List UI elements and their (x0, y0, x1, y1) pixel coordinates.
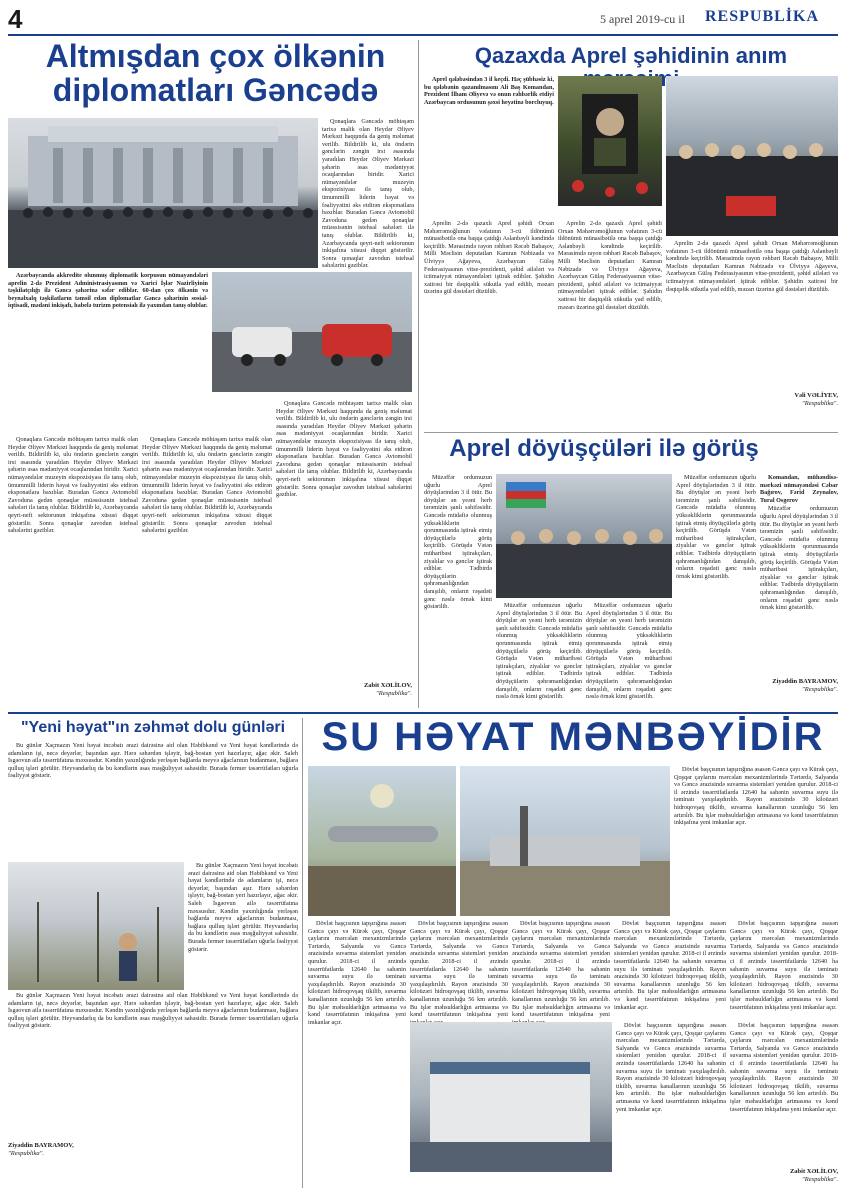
article5-source: "Respublika". (802, 1176, 838, 1183)
article3-signature (676, 678, 838, 694)
article5-col4-text: Dövlət başçısının tapşırığına əsasən Gəncə çayı və Kürək çayı, Qoşqar çaylarını mərcəlan mexanizmlərində Tərtərdə, Salyanda və Gəncə ərazisində suvarma sistemləri yenidən qurulur. 2018-ci il ərzində təsərrüfatlarda 12640 ha sahənin suvarma suyu ilə təminatı yaxşılaşdırılıb. Rayon ərazisində 30 kiloüzəri hidroqovşaq tikilib, suvarma kanallarının uzunluğu 56 km artırılıb. Bu işlər məhsuldarlığın artmasına və kənd təsərrüfatının inkişafına yeni imkanlar açır. (614, 920, 726, 1011)
article2-title: Qazaxda Aprel şəhidinin anım (474, 43, 788, 68)
article3-col1 (424, 474, 492, 704)
article4-intro (8, 742, 298, 860)
memorial-portrait-image (558, 76, 662, 206)
article3-col4 (676, 474, 756, 674)
article1-lead: Azərbaycanda akkredite olunmuş diplomatik korpusun nümayəndələri aprelin 2-də Prezident Administrasiyasının və Xarici İşlər Nazirliyinin təşkilatçılığı ilə Gəncə şəhərinə səfər ediblər. 60-dan çox ölkənin və beynəlxalq təşkilatların təmsil edən diplomatlar Gəncə şəhərinin sosial-iqtisadi, mədəni inkişafı, habelə turizm potensialı ilə yaxından tanış olublar. (8, 272, 208, 310)
article2-col3-text: Aprelin 2-də qazaxlı Aprel şəhidi Orxan Məhərrəmoğlunun vəfatının 3-cü ildönümü münasibətilə ona başqa çatdığı Aslanbəyli kəndində keçirilib. Mərasimdə rayon rəhbəri Rəcəb Babaşov, Milli Məclisin deputatları Kamran Nəbizadə və Ülviyyə Ağayeva, Azərbaycan Güləş Federasiyasının vitse-prezidenti, şəhid ailələri və ictimaiyyət nümayəndələri iştirak ediblər. Şəhidin xatirəsi bir dəqiqəlik sükutla yad edilib, məzarı üzərinə gül dəstələri düzülüb. (666, 240, 838, 293)
article2-col2-text: Aprelin 2-də qazaxlı Aprel şəhidi Orxan Məhərrəmoğlunun vəfatının 3-cü ildönümü münasibətilə ona başqa çatdığı Aslanbəyli kəndində keçirilib. Mərasimdə rayon rəhbəri Rəcəb Babaşov, Milli Məclisin deputatları Kamran Nəbizadə və Ülviyyə Ağayeva, Azərbaycan Güləş Federasiyasının vitse-prezidenti, şəhid ailələri və ictimaiyyət nümayəndələri iştirak ediblər. Şəhidin xatirəsi bir dəqiqəlik sükutla yad edilib, məzarı üzərinə gül dəstələri düzülüb. (558, 220, 662, 311)
article3-col5-text: Müzəffər ordumuzun uğurlu Aprel döyüşlərindən 3 il ötür. Bu döyüşlər ən yeəni herb tərəmizin şanlı səhifəsidir. Gəncədə müdafiə olunmuş yüksəkliklərin qorunmasında iştirak etmiş döyüşçülərlə görüş keçirilib. Görüşdə Vətən müharibəsi iştirakçıları, ziyalılar və gənclər iştirak ediblər. Tədbirdə döyüşçülərin qəhrəmanlığından danışılıb, onların rəşadəti gənc nəslə örnək kimi göstərilib. (760, 505, 838, 612)
article5-photo-3 (410, 1022, 612, 1172)
article1-lead-block (8, 272, 208, 432)
veterans-meeting-image (496, 474, 672, 598)
article1-col3 (276, 400, 412, 680)
article4-intro-text: Bu günlər Xaçmazın Yeni həyat incəbatı ərazi dairəsinə aid olan Həbibkənd və Yeni həyat kəndlərində də adamların işi, necə deyərlər, başından aşır. Hərə səhərdən işləyir, bağ-bostan yeri hazırlayır, ağac əkir. Saleh İsgəovun ailə təsərrüfatına məxsusdur. Kəndin yaxınlığında yerləşən bağlarda meyvə ağaclarının budanması, bağlara qulluq işləri görülür. Heyvandarlıq da bu kəndlərin əsas məşğuliyyət sahəsidir. Burada fermer təsərrüfatları uğurla fəaliyyət göstərir. (8, 742, 298, 780)
article5-col4 (614, 920, 726, 1020)
article3-title: Aprel döyüşçüləri ilə görüş (449, 435, 759, 462)
article5-title: SU HƏYAT MƏNBƏYİDİR (321, 715, 825, 759)
article4-col-bottom (8, 992, 298, 1140)
article2-col3 (666, 240, 838, 390)
article1-col-top (322, 118, 414, 268)
article3-col2-text: Müzəffər ordumuzun uğurlu Aprel döyüşlərindən 3 il ötür. Bu döyüşlər ən yeəni herb tərəmizin şanlı səhifəsidir. Gəncədə müdafiə olunmuş yüksəkliklərin qorunmasında iştirak etmiş döyüşçülərlə görüş keçirilib. Görüşdə Vətən müharibəsi iştirakçıları, ziyalılar və gənclər iştirak ediblər. Tədbirdə döyüşçülərin qəhrəmanlığından danışılıb, onların rəşadəti gənc nəslə örnək kimi göstərilib. (496, 602, 582, 701)
article3-source: "Respublika". (802, 686, 838, 693)
article3-speakers: Komandan, mühəndisə-mərkəzi nümayəndəsi Cəbar Bağırov, Fərid Zeynalov, Tural Osgerov (760, 474, 838, 504)
article5-col1-text: Dövlət başçısının tapşırığına əsasən Gəncə çayı və Kürək çayı, Qoşqar çaylarını mərcəlan mexanizmlərində Tərtərdə, Salyanda və Gəncə ərazisində suvarma sistemləri yenidən qurulur. 2018-ci il ərzində təsərrüfatlarda 12640 ha sahənin suvarma suyu ilə təminatı yaxşılaşdırılıb. Rayon ərazisində 30 kiloüzəri hidroqovşaq tikilib, suvarma kanallarının uzunluğu 56 km artırılıb. Bu işlər məhsuldarlığın artmasına və kənd təsərrüfatının inkişafına yeni imkanlar açır. (308, 920, 406, 1026)
article3-col4-text: Müzəffər ordumuzun uğurlu Aprel döyüşlərindən 3 il ötür. Bu döyüşlər ən yeəni herb tərəmizin şanlı səhifəsidir. Gəncədə müdafiə olunmuş yüksəkliklərin qorunmasında iştirak etmiş döyüşçülərlə görüş keçirilib. Görüşdə Vətən müharibəsi iştirakçıları, ziyalılar və gənclər iştirak ediblər. Tədbirdə döyüşçülərin qəhrəmanlığından danışılıb, onların rəşadəti gənc nəslə örnək kimi göstərilib. (676, 474, 756, 580)
article3-author: Ziyəddin BAYRAMOV, (772, 678, 838, 685)
page-number: 4 (8, 4, 23, 34)
newspaper-brand: RESPUBLİKA (705, 8, 820, 25)
article2-col2 (558, 220, 662, 430)
article1-photo (8, 118, 318, 268)
article5-col-top (674, 766, 838, 916)
article4-side-text: Bu günlər Xaçmazın Yeni həyat incəbatı ərazi dairəsinə aid olan Həbibkənd və Yeni həyat kəndlərində də adamların işi, necə deyərlər, başından aşır. Hərə səhərdən işləyir, bağ-bostan yeri hazırlayır, ağac əkir. Saleh İsgəovun ailə təsərrüfatına məxsusdur. Kəndin yaxınlığında yerləşən bağlarda meyvə ağaclarının budanması, bağlara qulluq işləri görülür. Heyvandarlıq da bu kəndlərin əsas məşğuliyyət sahəsidir. Burada fermer təsərrüfatları uğurla fəaliyyət göstərir. (188, 862, 298, 953)
lower-section-rule (8, 712, 838, 714)
article4-photo (8, 862, 184, 990)
article4-source: "Respublika". (8, 1150, 44, 1157)
article1-photo-2 (212, 272, 412, 392)
article3-col1-text: Müzəffər ordumuzun uğurlu Aprel döyüşlərindən 3 il ötür. Bu döyüşlər ən yeəni herb tərəmizin şanlı səhifəsidir. Gəncədə müdafiə olunmuş yüksəkliklərin qorunmasında iştirak etmiş döyüşçülərlə görüş keçirilib. Görüşdə Vətən müharibəsi iştirakçıları, ziyalılar və gənclər iştirak ediblər. Tədbirdə döyüşçülərin qəhrəmanlığından danışılıb, onların rəşadəti gənc nəslə örnək kimi göstərilib. (424, 474, 492, 611)
article5-col3-text: Dövlət başçısının tapşırığına əsasən Gəncə çayı və Kürək çayı, Qoşqar çaylarını mərcəlan mexanizmlərində Tərtərdə, Salyanda və Gəncə ərazisində suvarma sistemləri yenidən qurulur. 2018-ci il ərzində təsərrüfatlarda 12640 ha sahənin suvarma suyu ilə təminatı yaxşılaşdırılıb. Rayon ərazisində 30 kiloüzəri hidroqovşaq tikilib, suvarma kanallarının uzunluğu 56 km artırılıb. Bu işlər məhsuldarlığın artmasına və kənd təsərrüfatının inkişafına yeni (512, 920, 610, 1019)
building-with-people-image (8, 118, 318, 268)
article5-photo-1 (308, 766, 456, 916)
article3-col3-text: Müzəffər ordumuzun uğurlu Aprel döyüşlərindən 3 il ötür. Bu döyüşlər ən yeəni herb tərəmizin şanlı səhifəsidir. Gəncədə müdafiə olunmuş yüksəkliklərin qorunmasında iştirak etmiş döyüşçülərlə görüş keçirilib. Görüşdə Vətən müharibəsi iştirakçıları, ziyalılar və gənclər iştirak ediblər. Tədbirdə döyüşçülərin qəhrəmanlığından danışılıb, onların rəşadəti gənc nəslə örnək kimi göstərilib. (586, 602, 672, 701)
article2-signature (666, 392, 838, 408)
article2-col1-text: Aprelin 2-də qazaxlı Aprel şəhidi Orxan Məhərrəmoğlunun vəfatının 3-cü ildönümü münasibətilə ona başqa çatdığı Aslanbəyli kəndində keçirilib. Mərasimdə rayon rəhbəri Rəcəb Babaşov, Milli Məclisin deputatları Kamran Nəbizadə və Ülviyyə Ağayeva, Azərbaycan Güləş Federasiyasının vitse-prezidenti, şəhid ailələri və ictimaiyyət nümayəndələri iştirak ediblər. Şəhidin xatirəsi bir dəqiqəlik sükutla yad edilib, məzarı üzərinə gül dəstələri düzülüb. (424, 220, 554, 296)
article3-col5 (760, 474, 838, 674)
article3-col2 (496, 602, 582, 704)
article2-lead-block (424, 76, 554, 216)
article2-crowd-photo (666, 76, 838, 236)
article5-author: Zabit XƏLİLOV, (789, 1168, 838, 1175)
article1-col2-text: Qonaqlara Gəncədə möhtəşəm tarixə malik olan Heydər Əliyev Mərkəzi haqqında da geniş məlumat verilib. Bildirilib ki, ulu öndərin gənclərin zəngin irsi əsasında yaradılan Heydər Əliyev Mərkəzi şəhərin əsas mədəniyyət ocaqlarından biridir. Xarici nümayəndələr muzeyin ekspozisiyası ilə tanış olub, ümummilli liderin həyat və fəaliyyətini əks etdirən eksponatlara baxıblar. Buradan Gəncə Avtomobil Zavoduna gedən qonaqlar müəssisənin istehsal sahələri ilə tanış olublar. Bildirilib ki, Azərbaycanda qeyri-neft sektorunun inkişafına xüsusi diqqət göstərilir. Sonra qonaqlar zavodun istehsal sahələrini gəziblər. (142, 436, 272, 535)
article5-col6-text: Dövlət başçısının tapşırığına əsasən Gəncə çayı və Kürək çayı, Qoşqar çaylarını mərcəlan mexanizmlərində Tərtərdə, Salyanda və Gəncə ərazisində suvarma sistemləri yenidən qurulur. 2018-ci il ərzində təsərrüfatlarda 12640 ha sahənin suvarma suyu ilə təminatı yaxşılaşdırılıb. Rayon ərazisində 30 kiloüzəri hidroqovşaq tikilib, suvarma kanallarının uzunluğu 56 km artırılıb. Bu işlər məhsuldarlığın artmasına və kənd təsərrüfatının inkişafına yeni imkanlar açır. (616, 1022, 726, 1113)
article4-title: "Yeni həyat"ın zəhmət dolu günləri (20, 719, 286, 736)
article4-bottom-text: Bu günlər Xaçmazın Yeni həyat incəbatı ərazi dairəsinə aid olan Həbibkənd və Yeni həyat kəndlərində də adamların işi, necə deyərlər, başından aşır. Hərə səhərdən işləyir, bağ-bostan yeri hazırlayır, ağac əkir. Saleh İsgəovun ailə təsərrüfatına məxsusdur. Kəndin yaxınlığında yerləşən bağlarda meyvə ağaclarının budanması, bağlara qulluq işləri görülür. Heyvandarlıq da bu kəndlərin əsas məşğuliyyət sahəsidir. Burada fermer təsərrüfatları uğurla fəaliyyət göstərir. (8, 992, 298, 1030)
orchard-worker-image (8, 862, 184, 990)
article5-col7 (730, 1022, 838, 1167)
article5-photo-2 (460, 766, 670, 916)
article1-source: "Respublika". (376, 690, 412, 697)
article4-signature (8, 1142, 168, 1158)
article1-signature (276, 682, 412, 698)
article1-col3-text: Qonaqlara Gəncədə möhtəşəm tarixə malik olan Heydər Əliyev Mərkəzi haqqında da geniş məlumat verilib. Bildirilib ki, ulu öndərin gənclərin zəngin irsi əsasında yaradılan Heydər Əliyev Mərkəzi şəhərin əsas mədəniyyət ocaqlarından biridir. Xarici nümayəndələr muzeyin ekspozisiyası ilə tanış olub, ümummilli liderin həyat və fəaliyyətini əks etdirən eksponatlara baxıblar. Buradan Gəncə Avtomobil Zavoduna gedən qonaqlar müəssisənin istehsal sahələri ilə tanış olublar. Bildirilib ki, Azərbaycanda qeyri-neft sektorunun inkişafına xüsusi diqqət göstərilir. Sonra qonaqlar zavodun istehsal sahələrini gəziblər. (276, 400, 412, 499)
lower-column-divider (302, 718, 303, 1188)
section-divider (424, 432, 838, 433)
article5-signature (730, 1168, 838, 1184)
article3-col3 (586, 602, 672, 704)
article1-col1 (8, 436, 138, 694)
article5-col6 (616, 1022, 726, 1182)
article4-col-side (188, 862, 298, 990)
article5-col5-text: Dövlət başçısının tapşırığına əsasən Gəncə çayı və Kürək çayı, Qoşqar çaylarını mərcəlan mexanizmlərində Tərtərdə, Salyanda və Gəncə ərazisində suvarma sistemləri yenidən qurulur. 2018-ci il ərzində təsərrüfatlarda 12640 ha sahənin suvarma suyu ilə təminatı yaxşılaşdırılıb. Rayon ərazisində 30 kiloüzəri hidroqovşaq tikilib, suvarma kanallarının uzunluğu 56 km artırılıb. Bu işlər məhsuldarlığın artmasına və kənd təsərrüfatının inkişafına yeni imkanlar açır. (730, 920, 838, 1011)
issue-date: 5 aprel 2019-cu il (600, 12, 685, 26)
article1-body-top: Qonaqlara Gəncədə möhtəşəm tarixə malik olan Heydər Əliyev Mərkəzi haqqında da geniş məlumat verilib. Bildirilib ki, ulu öndərin gənclərin zəngin irsi əsasında yaradılan Heydər Əliyev Mərkəzi şəhərin əsas mədəniyyət ocaqlarından biridir. Xarici nümayəndələr muzeyin ekspozisiyası ilə tanış olub, ümummilli liderin həyat və fəaliyyətini əks etdirən eksponatlara baxıblar. Buradan Gəncə Avtomobil Zavoduna gedən qonaqlar müəssisənin istehsal sahələri ilə tanış olublar. Bildirilib ki, Azərbaycanda qeyri-neft sektorunun inkişafına xüsusi diqqət göstərilir. Sonra qonaqlar zavodun istehsal sahələrini gəziblər. (322, 118, 414, 270)
canal-construction-image (460, 766, 670, 916)
article2-author: Vəli VƏLİYEV, (794, 392, 838, 399)
article5-col3 (512, 920, 610, 1020)
article3-photo (496, 474, 672, 598)
article2-memorial-photo (558, 76, 662, 206)
article2-lead: Aprel qələbəsindən 3 il keçdi. Həç şübhəsiz ki, bu qələbənin qazanılmasını Ali Baş Komandan, Prezident İlham Əliyevə və onun rəhbərlik etdiyi Azərbaycan ordusunun şəxsi heyətinə borcluyuq. (424, 76, 554, 106)
article5-top-text: Dövlət başçısının tapşırığına əsasən Gəncə çayı və Kürək çayı, Qoşqar çaylarını mərcəlan mexanizmlərində Tərtərdə, Salyanda və Gəncə ərazisində suvarma sistemləri yenidən qurulur. 2018-ci il ərzində təsərrüfatlarda 12640 ha sahənin suvarma suyu ilə təminatı yaxşılaşdırılıb. Rayon ərazisində 30 kiloüzəri hidroqovşaq tikilib, suvarma kanallarının uzunluğu 56 km artırılıb. Bu işlər məhsuldarlığın artmasına və kənd təsərrüfatının inkişafına yeni imkanlar açır. (674, 766, 838, 827)
header-rule (8, 34, 838, 36)
ceremony-crowd-image (666, 76, 838, 236)
article1-col2 (142, 436, 272, 694)
article5-col2-text: Dövlət başçısının tapşırığına əsasən Gəncə çayı və Kürək çayı, Qoşqar çaylarını mərcəlan mexanizmlərində Tərtərdə, Salyanda və Gəncə ərazisində suvarma sistemləri yenidən qurulur. 2018-ci il ərzində təsərrüfatlarda 12640 ha sahənin suvarma suyu ilə təminatı yaxşılaşdırılıb. Rayon ərazisində 30 kiloüzəri hidroqovşaq tikilib, suvarma kanallarının uzunluğu 56 km artırılıb. Bu işlər məhsuldarlığın artmasına və kənd təsərrüfatının inkişafına yeni (410, 920, 508, 1019)
article1-col1-text: Qonaqlara Gəncədə möhtəşəm tarixə malik olan Heydər Əliyev Mərkəzi haqqında da geniş məlumat verilib. Bildirilib ki, ulu öndərin gənclərin zəngin irsi əsasında yaradılan Heydər Əliyev Mərkəzi şəhərin əsas mədəniyyət ocaqlarından biridir. Xarici nümayəndələr muzeyin ekspozisiyası ilə tanış olub, ümummilli liderin həyat və fəaliyyətini əks etdirən eksponatlara baxıblar. Buradan Gəncə Avtomobil Zavoduna gedən qonaqlar müəssisənin istehsal sahələri ilə tanış olublar. Bildirilib ki, Azərbaycanda qeyri-neft sektorunun inkişafına xüsusi diqqət göstərilir. Sonra qonaqlar zavodun istehsal sahələrini gəziblər. (8, 436, 138, 535)
irrigation-pipe-image (308, 766, 456, 916)
article5-col7-text: Dövlət başçısının tapşırığına əsasən Gəncə çayı və Kürək çayı, Qoşqar çaylarını mərcəlan mexanizmlərində Tərtərdə, Salyanda və Gəncə ərazisində suvarma sistemləri yenidən qurulur. 2018-ci il ərzində təsərrüfatlarda 12640 ha sahənin suvarma suyu ilə təminatı yaxşılaşdırılıb. Rayon ərazisində 30 kiloüzəri hidroqovşaq tikilib, suvarma kanallarının uzunluğu 56 km artırılıb. Bu işlər məhsuldarlığın artmasına və kənd təsərrüfatının inkişafına yeni imkanlar açır. (730, 1022, 838, 1113)
article5-col2 (410, 920, 508, 1020)
article1-author: Zabit XƏLİLOV, (363, 682, 412, 689)
article5-col1 (308, 920, 406, 1180)
car-factory-image (212, 272, 412, 392)
article2-col1 (424, 220, 554, 430)
article4-author: Ziyəddin BAYRAMOV, (8, 1142, 74, 1149)
article1-title: Altmışdan çox ölkənin diplomatları Gəncədə (45, 38, 386, 108)
article5-col5 (730, 920, 838, 1020)
hydraulic-station-image (410, 1022, 612, 1172)
column-divider (418, 40, 419, 708)
article2-source: "Respublika". (802, 400, 838, 407)
